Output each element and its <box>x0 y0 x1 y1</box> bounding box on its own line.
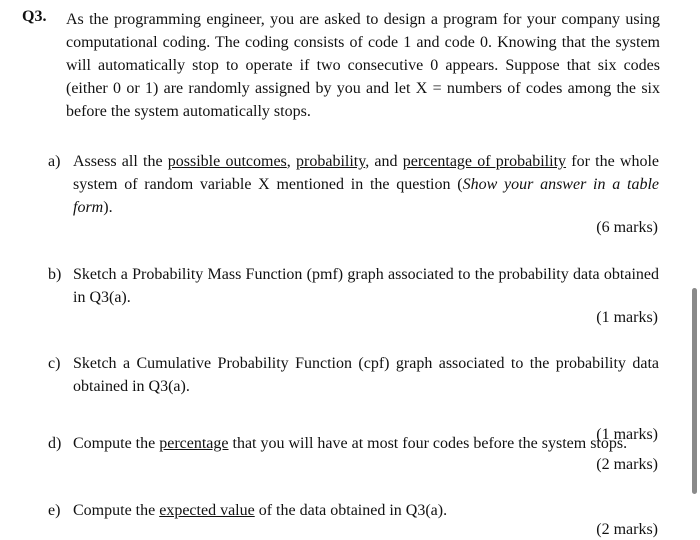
part-d-text-2: that you will have at most four codes before the system stops. <box>228 435 628 452</box>
part-a-text <box>73 150 659 219</box>
possible-outcomes-term: possible outcomes <box>167 153 287 170</box>
part-a-label: a) <box>48 153 61 170</box>
part-a-marks: (6 marks) <box>596 219 658 236</box>
part-c-marks: (1 marks) <box>596 426 658 443</box>
part-b-text: Sketch a Probability Mass Function (pmf) graph associated to the probability data obtained in Q3(a). <box>73 266 659 306</box>
part-b-marks: (1 marks) <box>596 309 658 326</box>
question-text: As the programming engineer, you are asked to design a program for your company using computational coding. The coding consists of code 1 and code 0. Knowing that the system will automatically stop to operate if two consecutive 0 appears. Suppose that six codes (either 0 or 1) are randomly assigned by you and let X = numbers of codes among the six before the system automatically stops. <box>66 11 660 120</box>
expected-value-term: expected value <box>159 502 255 519</box>
part-b-label: b) <box>48 266 62 283</box>
percentage-term: percentage <box>159 435 229 452</box>
part-d-label: d) <box>48 435 62 452</box>
part-a-text-4: for the whole system of random variable X mentioned in the question ( <box>73 153 660 193</box>
question-number: Q3. <box>22 8 47 25</box>
part-e-text-1: Compute the <box>73 502 160 519</box>
part-c-text: Sketch a Cumulative Probability Function (cpf) graph associated to the probability data obtained in Q3(a). <box>73 355 659 395</box>
part-a-text-5: ). <box>103 199 113 216</box>
part-e-text <box>73 499 659 522</box>
part-a-text-3: , and <box>365 153 403 170</box>
part-d-marks: (2 marks) <box>596 456 658 473</box>
part-e-text-2: of the data obtained in Q3(a). <box>254 502 448 519</box>
part-e-marks: (2 marks) <box>596 521 658 538</box>
percentage-of-probability-term: percentage of probability <box>402 153 567 170</box>
part-a-text-1: Assess all the <box>73 153 168 170</box>
part-a-text-2: , <box>286 153 297 170</box>
vertical-scrollbar[interactable] <box>692 288 697 494</box>
part-d-text-1: Compute the <box>73 435 160 452</box>
part-e-label: e) <box>48 502 61 519</box>
part-d-text <box>73 432 659 455</box>
table-form-instruction: Show your answer in a table form <box>73 176 659 216</box>
probability-term: probability <box>296 153 366 170</box>
part-c-label: c) <box>48 355 61 372</box>
